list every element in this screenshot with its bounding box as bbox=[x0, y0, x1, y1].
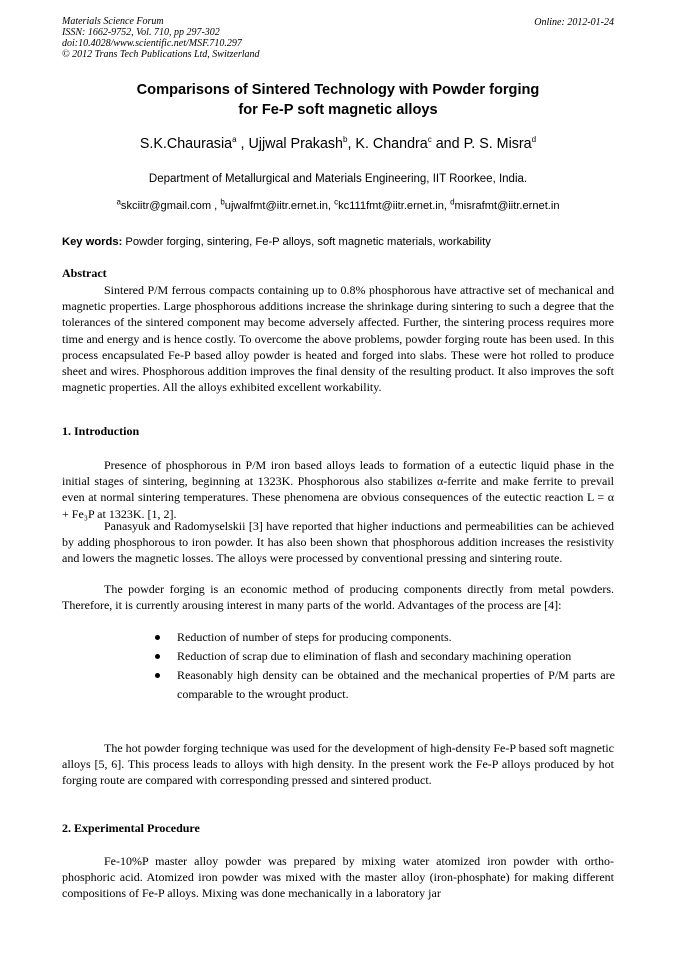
author-name: S.K.Chaurasia bbox=[139, 136, 233, 152]
list-item-text: Reduction of number of steps for producing components. bbox=[177, 630, 452, 644]
email-mark: b bbox=[220, 197, 225, 207]
email-address: kc111fmt@iitr.ernet.in bbox=[338, 200, 444, 212]
abstract-text: Sintered P/M ferrous compacts containing up to 0.8% phosphorous have attractive set of mechanical and magnetic properties. Large phosphorous additions increase the shrinkage during sintering to such a degree that the tolerances of the sintered component may become adversely affected. Further, the sintering process requires more time and energy and is hence costly. To overcome the above problems, powder forging route has been used. In this process encapsulated Fe-P based alloy powder is heated and forged into slabs. These were hot rolled to produce sheet and wires. Phosphorous addition improves the final density of the resulting product. It also improves the soft magnetic properties. All the alloys exhibited excellent workability. bbox=[62, 283, 614, 395]
list-item bbox=[155, 647, 615, 666]
author-mark: a bbox=[232, 135, 237, 145]
bullet-dot-icon bbox=[155, 635, 160, 640]
copyright-line: © 2012 Trans Tech Publications Ltd, Switzerland bbox=[62, 49, 260, 60]
bullet-dot-icon bbox=[155, 673, 160, 678]
author-separator: , bbox=[347, 136, 356, 152]
author-mark: b bbox=[343, 135, 348, 145]
author-name: P. S. Misra bbox=[463, 136, 532, 152]
list-item bbox=[155, 628, 615, 647]
online-date: Online: 2012-01-24 bbox=[534, 17, 614, 28]
author-name: K. Chandra bbox=[355, 136, 428, 152]
experimental-heading: 2. Experimental Procedure bbox=[62, 821, 200, 835]
intro-paragraph-3: The powder forging is an economic method of producing components directly from metal powders. Therefore, it is currently arousing interest in many parts of the world. Advantages of the process are [4]: bbox=[62, 582, 614, 613]
list-item-text: Reasonably high density can be obtained and the mechanical properties of P/M parts are comparable to the wrought product. bbox=[177, 668, 615, 701]
paper-title bbox=[62, 80, 614, 120]
email-address: skciitr@gmail.com bbox=[120, 200, 212, 212]
email-address: ujwalfmt@iitr.ernet.in bbox=[224, 200, 328, 212]
email-mark: d bbox=[450, 197, 455, 207]
title-line-1: Comparisons of Sintered Technology with Powder forging bbox=[136, 82, 540, 98]
author-separator: , bbox=[236, 136, 249, 152]
intro-paragraph-4: The hot powder forging technique was used for the development of high-density Fe-P based soft magnetic alloys [5, 6]. This process leads to alloys with high density. In the present work the Fe-P alloys produced by hot forging route are compared with corresponding pressed and sintered product. bbox=[62, 741, 614, 788]
author-list bbox=[62, 136, 614, 152]
author-separator: and bbox=[431, 136, 464, 152]
keywords-text: Powder forging, sintering, Fe-P alloys, soft magnetic materials, workability bbox=[125, 236, 491, 248]
author-name: Ujjwal Prakash bbox=[248, 136, 344, 152]
author-mark: d bbox=[531, 135, 537, 145]
bullet-dot-icon bbox=[155, 654, 160, 659]
issn-line: ISSN: 1662-9752, Vol. 710, pp 297-302 bbox=[62, 27, 220, 38]
email-address: misrafmt@iitr.ernet.in bbox=[454, 200, 560, 212]
email-mark: c bbox=[334, 197, 339, 207]
title-line-2: for Fe-P soft magnetic alloys bbox=[238, 102, 438, 118]
doi-line: doi:10.4028/www.scientific.net/MSF.710.297 bbox=[62, 38, 242, 49]
intro-paragraph-1: Presence of phosphorous in P/M iron based alloys leads to formation of a eutectic liquid phase in the initial stages of sintering, beginning at 1323K. Phosphorous also stabilizes α-ferrite and make ferrite to prevail even at normal sintering temperatures. These phenomena are obvious consequences of the eutectic reaction L = α + Fe₃P at 1323K. [1, 2]. bbox=[62, 458, 614, 521]
intro-paragraph-2: Panasyuk and Radomyselskii [3] have reported that higher inductions and permeabilities can be achieved by adding phosphorous to iron powder. It has also been shown that phosphorous addition increases the resistivity and lowers the magnetic losses. The alloys were processed by conventional pressing and sintering route. bbox=[62, 519, 614, 566]
introduction-heading: 1. Introduction bbox=[62, 424, 140, 438]
keywords bbox=[62, 236, 614, 248]
list-item bbox=[155, 666, 615, 704]
email-separator: , bbox=[211, 200, 221, 212]
email-mark: a bbox=[116, 197, 121, 207]
advantages-list bbox=[155, 628, 615, 704]
email-separator: , bbox=[327, 200, 335, 212]
author-mark: c bbox=[427, 135, 432, 145]
email-list bbox=[62, 197, 614, 212]
abstract-heading: Abstract bbox=[62, 266, 107, 280]
experimental-paragraph-1: Fe-10%P master alloy powder was prepared by mixing water atomized iron powder with ortho-phosphoric acid. Atomized iron powder was mixed with the master alloy (iron-phosphate) for making different compositions of Fe-P alloys. Mixing was done mechanically in a laboratory jar bbox=[62, 854, 614, 901]
list-item-text: Reduction of scrap due to elimination of flash and secondary machining operation bbox=[177, 649, 572, 663]
journal-name: Materials Science Forum bbox=[62, 16, 164, 27]
affiliation: Department of Metallurgical and Materials Engineering, IIT Roorkee, India. bbox=[148, 173, 528, 185]
keywords-label: Key words: bbox=[62, 236, 123, 248]
email-separator: , bbox=[443, 200, 451, 212]
